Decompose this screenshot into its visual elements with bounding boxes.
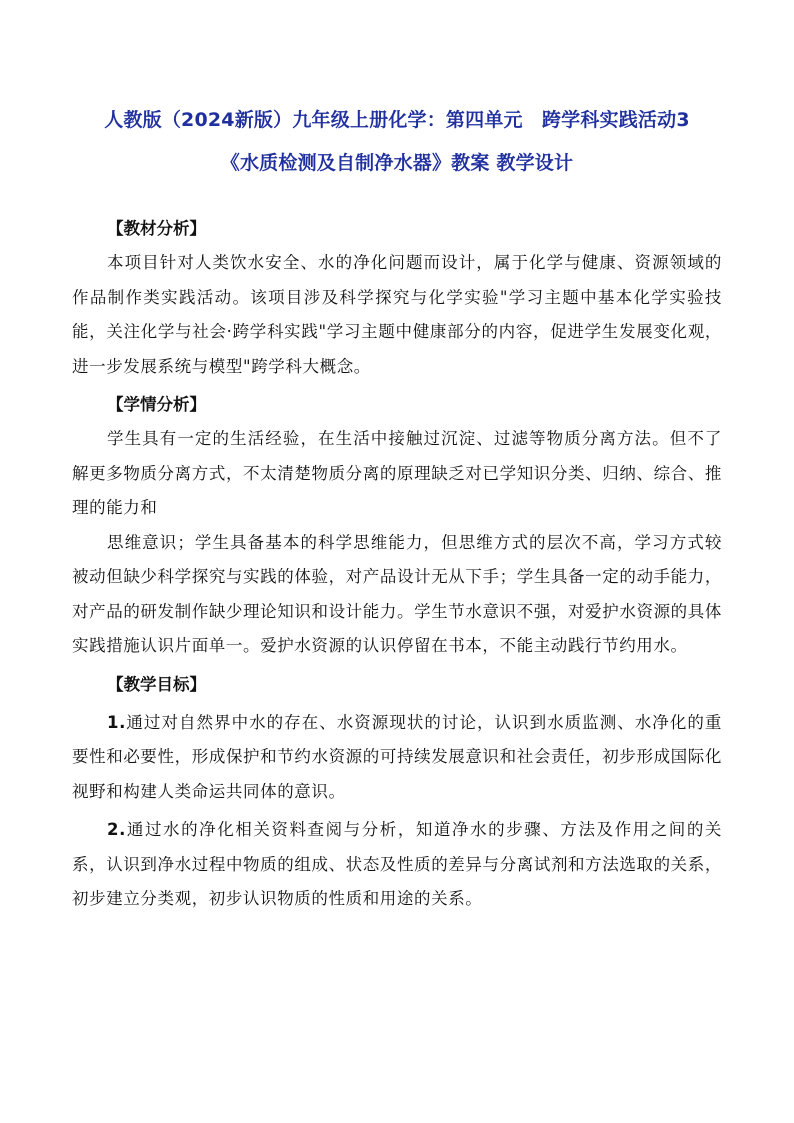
objective-item-2 xyxy=(72,813,722,917)
student-analysis-paragraph-1: 学生具有一定的生活经验，在生活中接触过沉淀、过滤等物质分离方法。但不了解更多物质分离方式，不太清楚物质分离的原理缺乏对已学知识分类、归纳、综合、推理的能力和 xyxy=(72,429,722,517)
objective-text-1: 通过对自然界中水的存在、水资源现状的讨论，认识到水质监测、水净化的重要性和必要性，形成保护和节约水资源的可持续发展意识和社会责任，初步形成国际化视野和构建人类命运共同体的意识。 xyxy=(72,712,722,801)
document-title-line-2: 《水质检测及自制净水器》教案 教学设计 xyxy=(220,152,574,174)
document-title-line-1: 人教版（2024新版）九年级上册化学：第四单元 跨学科实践活动3 xyxy=(104,109,690,131)
objective-text-2: 通过水的净化相关资料查阅与分析，知道净水的步骤、方法及作用之间的关系，认识到净水过程中物质的组成、状态及性质的差异与分离试剂和方法选取的关系，初步建立分类观，初步认识物质的性质和用途的关系。 xyxy=(72,820,722,908)
section-heading-material-analysis: 【教材分析】 xyxy=(107,219,206,238)
document-body xyxy=(72,212,722,917)
material-analysis-paragraph: 本项目针对人类饮水安全、水的净化问题而设计，属于化学与健康、资源领域的作品制作类实践活动。该项目涉及科学探究与化学实验"学习主题中基本化学实验技能，关注化学与社会·跨学科实践"学习主题中健康部分的内容，促进学生发展变化观，进一步发展系统与模型"跨学科大概念。 xyxy=(72,253,722,376)
objective-number-1: 1. xyxy=(107,712,126,732)
objective-number-2: 2. xyxy=(107,820,126,839)
section-heading-teaching-objectives: 【教学目标】 xyxy=(107,674,206,694)
objective-item-1 xyxy=(72,706,722,810)
section-heading-student-analysis: 【学情分析】 xyxy=(107,395,206,414)
student-analysis-paragraph-2: 思维意识；学生具备基本的科学思维能力，但思维方式的层次不高，学习方式较被动但缺少科学探究与实践的体验，对产品设计无从下手；学生具备一定的动手能力，对产品的研发制作缺少理论知识和设计能力。学生节水意识不强，对爱护水资源的具体实践措施认识片面单一。爱护水资源的认识停留在书本，不能主动践行节约用水。 xyxy=(72,532,722,655)
